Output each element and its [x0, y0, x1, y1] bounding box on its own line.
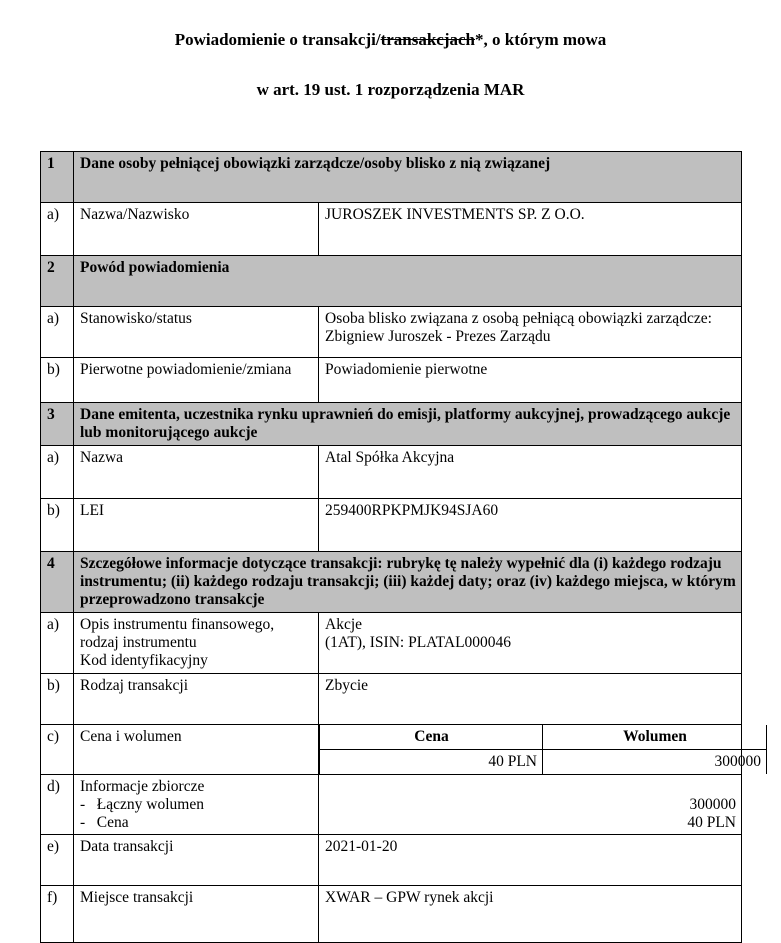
row-2a-value-line-2: Zbigniew Juroszek - Prezes Zarządu — [325, 327, 551, 345]
section-4-heading: Szczegółowe informacje dotyczące transakcji: rubrykę tę należy wypełnić dla (i) każdego rodzaju instrumentu; (ii) każdego rodzaju transakcji; (iii) każdej daty; oraz (iv) każdego miejsca, w którym przeprowadzono transakcje — [74, 551, 742, 612]
row-2b-label: Pierwotne powiadomienie/zmiana — [74, 357, 319, 402]
aggregate-label-line-1: Informacje zbiorcze — [80, 777, 205, 795]
table-row-price-volume — [41, 724, 742, 774]
row-4a-index: a) — [41, 612, 74, 673]
row-4d-index: d) — [41, 774, 74, 835]
title-part-after: *, o którym mowa — [475, 30, 607, 49]
transaction-date-value: 2021-01-20 — [319, 835, 742, 886]
table-row — [41, 306, 742, 357]
row-4d-values — [319, 774, 742, 835]
row-4e-label: Data transakcji — [74, 835, 319, 886]
row-4a-label-line-3: Kod identyfikacyjny — [80, 651, 208, 669]
row-4f-index: f) — [41, 886, 74, 943]
table-row — [41, 612, 742, 673]
section-3-heading: Dane emitenta, uczestnika rynku uprawnień do emisji, platformy aukcyjnej, prowadzącego aukcje lub monitorującego aukcje — [74, 402, 742, 445]
aggregate-label-line-2: - Łączny wolumen — [80, 795, 204, 813]
aggregate-label-list — [80, 778, 313, 832]
row-3a-index: a) — [41, 445, 74, 498]
document-title-line-1 — [0, 30, 781, 50]
row-1a-index: a) — [41, 202, 74, 255]
price-volume-subtable — [319, 725, 767, 774]
row-4f-label: Miejsce transakcji — [74, 886, 319, 943]
section-1-index: 1 — [41, 151, 74, 202]
row-1a-value: JUROSZEK INVESTMENTS SP. Z O.O. — [319, 202, 742, 255]
row-4a-value-line-2: (1AT), ISIN: PLATAL000046 — [325, 633, 512, 651]
row-3a-value: Atal Spółka Akcyjna — [319, 445, 742, 498]
row-4b-label: Rodzaj transakcji — [74, 673, 319, 724]
table-row-aggregate — [41, 774, 742, 835]
section-header-row-4 — [41, 551, 742, 612]
row-4c-label: Cena i wolumen — [74, 724, 319, 774]
section-header-row-3 — [41, 402, 742, 445]
section-2-index: 2 — [41, 255, 74, 306]
row-3b-value: 259400RPKPMJK94SJA60 — [319, 498, 742, 551]
price-volume-header-row — [320, 725, 767, 749]
document-title-block — [0, 0, 781, 101]
section-1-heading: Dane osoby pełniącej obowiązki zarządcze/osoby blisko z nią związanej — [74, 151, 742, 202]
price-value: 40 PLN — [320, 749, 543, 773]
row-4a-value — [319, 612, 742, 673]
volume-value: 300000 — [543, 749, 767, 773]
title-part-before: Powiadomienie o transakcji/ — [174, 30, 381, 49]
row-4a-label — [74, 612, 319, 673]
row-2b-value: Powiadomienie pierwotne — [319, 357, 742, 402]
row-4c-index: c) — [41, 724, 74, 774]
table-row — [41, 357, 742, 402]
section-3-index: 3 — [41, 402, 74, 445]
aggregate-label-line-3: - Cena — [80, 813, 129, 831]
row-4a-value-line-1: Akcje — [325, 615, 363, 633]
document-title-line-2: w art. 19 ust. 1 rozporządzenia MAR — [256, 80, 525, 100]
row-2a-value-line-1: Osoba blisko związana z osobą pełniącą obowiązki zarządcze: — [325, 309, 712, 327]
table-row — [41, 202, 742, 255]
row-4e-index: e) — [41, 835, 74, 886]
row-4a-label-line-1: Opis instrumentu finansowego, — [80, 615, 275, 633]
section-4-index: 4 — [41, 551, 74, 612]
aggregate-total-volume-value: 300000 — [689, 795, 736, 813]
table-row — [41, 498, 742, 551]
section-2-heading: Powód powiadomienia — [74, 255, 742, 306]
row-1a-label: Nazwa/Nazwisko — [74, 202, 319, 255]
row-2a-index: a) — [41, 306, 74, 357]
row-4b-index: b) — [41, 673, 74, 724]
row-4d-label — [74, 774, 319, 835]
row-2a-value — [319, 306, 742, 357]
row-3b-index: b) — [41, 498, 74, 551]
transaction-venue-value: XWAR – GPW rynek akcji — [319, 886, 742, 943]
table-row — [41, 445, 742, 498]
row-4a-label-line-2: rodzaj instrumentu — [80, 633, 197, 651]
notification-table — [40, 151, 761, 943]
table-row — [41, 886, 742, 943]
row-3a-label: Nazwa — [74, 445, 319, 498]
table-row — [41, 835, 742, 886]
price-volume-value-row — [320, 749, 767, 773]
price-volume-subtable-cell — [319, 724, 761, 774]
row-2b-index: b) — [41, 357, 74, 402]
volume-column-header: Wolumen — [543, 725, 767, 749]
title-part-struck: transakcjach — [380, 30, 476, 49]
table-row — [41, 673, 742, 724]
section-header-row-2 — [41, 255, 742, 306]
row-2a-label: Stanowisko/status — [74, 306, 319, 357]
section-header-row-1 — [41, 151, 742, 202]
price-column-header: Cena — [320, 725, 543, 749]
row-3b-label: LEI — [74, 498, 319, 551]
aggregate-price-value: 40 PLN — [687, 813, 736, 831]
row-4b-value: Zbycie — [319, 673, 742, 724]
